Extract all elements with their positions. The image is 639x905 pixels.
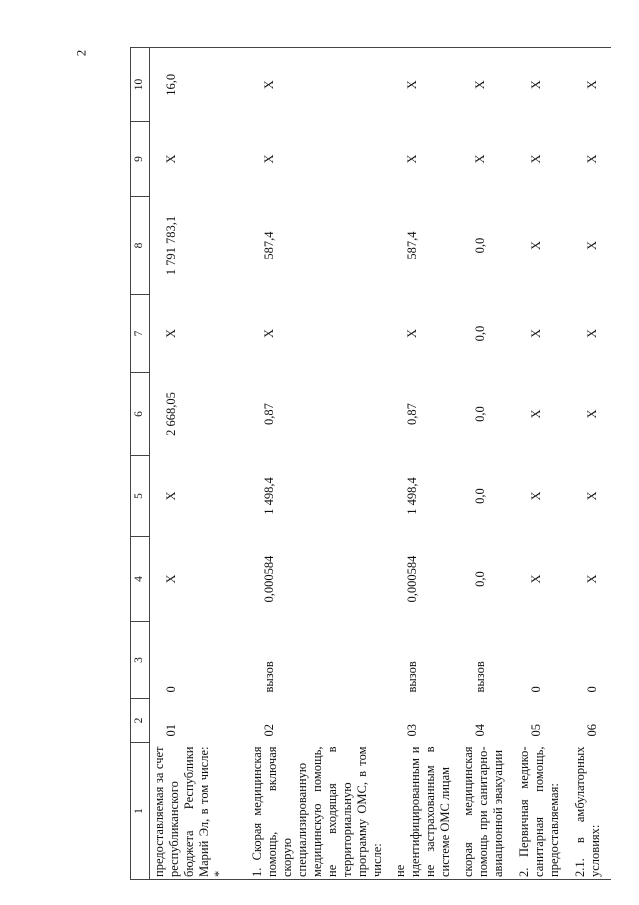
cell-col9: X bbox=[404, 154, 419, 164]
row-unit: вызов bbox=[261, 661, 276, 693]
cell-col7: X bbox=[528, 328, 543, 339]
cell-col6: 0,0 bbox=[472, 406, 487, 422]
cell-col10: X bbox=[571, 48, 611, 122]
row-description: 2. Первичная медико-санитарная помощь, предоставляемая: bbox=[515, 743, 571, 880]
cell-col5: 0,0 bbox=[472, 488, 487, 504]
cell-col10: X bbox=[248, 48, 391, 122]
table-row bbox=[459, 48, 515, 880]
row-code: 06 bbox=[584, 724, 599, 737]
row-description: предоставляемая за счет республиканского бюджета Республики Марий Эл, в том числе: * bbox=[150, 743, 248, 880]
cell-col4: X bbox=[584, 574, 599, 584]
cell-col9: X bbox=[472, 154, 487, 164]
cell-col10: X bbox=[391, 48, 459, 122]
cell-col5: 1 498,4 bbox=[261, 477, 276, 515]
column-header: 4 bbox=[131, 537, 150, 622]
cell-col10: X bbox=[459, 48, 515, 122]
cell-col5: X bbox=[164, 491, 178, 501]
column-header: 10 bbox=[131, 48, 150, 122]
budget-table bbox=[130, 47, 611, 880]
column-header: 2 bbox=[131, 699, 150, 743]
row-code: 03 bbox=[404, 724, 419, 737]
cell-col6: X bbox=[584, 409, 599, 419]
column-header: 6 bbox=[131, 373, 150, 456]
cell-col10: X bbox=[515, 48, 571, 122]
cell-col5: X bbox=[584, 491, 599, 501]
cell-col7: X bbox=[404, 328, 419, 339]
row-code: 02 bbox=[261, 724, 276, 737]
cell-col4: 0,000584 bbox=[404, 555, 419, 603]
cell-col4: X bbox=[164, 574, 178, 584]
cell-col7: X bbox=[584, 328, 599, 339]
cell-col8: 587,4 bbox=[261, 231, 276, 260]
row-description: 1. Скорая медицинская помощь, включая скорую специализированную медицинскую помощь, не входящая в территориальную программу ОМС, в том числе: bbox=[248, 743, 391, 880]
table-row bbox=[571, 48, 611, 880]
cell-col8: X bbox=[584, 240, 599, 251]
row-description: не идентифицированным и не застрахованным в системе ОМС лицам bbox=[391, 743, 459, 880]
cell-col5: X bbox=[528, 491, 543, 501]
row-unit: 0 bbox=[584, 686, 599, 693]
cell-col7: 0,0 bbox=[472, 325, 487, 342]
cell-col8: 0,0 bbox=[472, 237, 487, 254]
cell-col6: 0,87 bbox=[404, 403, 419, 425]
row-unit: 0 bbox=[164, 686, 178, 693]
row-unit: вызов bbox=[472, 661, 487, 693]
column-header: 3 bbox=[131, 622, 150, 699]
column-header: 5 bbox=[131, 456, 150, 537]
cell-col6: 2 668,05 bbox=[164, 392, 178, 436]
cell-col4: 0,000584 bbox=[261, 555, 276, 603]
cell-col9: X bbox=[261, 154, 276, 164]
row-unit: вызов bbox=[404, 661, 419, 693]
table-row bbox=[515, 48, 571, 880]
cell-col9: X bbox=[528, 154, 543, 164]
cell-col5: 1 498,4 bbox=[404, 477, 419, 515]
cell-col10: 16,0 bbox=[150, 48, 248, 122]
row-description: 2.1. в амбулаторных условиях: bbox=[571, 743, 611, 880]
column-header: 7 bbox=[131, 295, 150, 373]
row-code: 05 bbox=[528, 724, 543, 737]
cell-col9: X bbox=[164, 154, 178, 164]
table-row bbox=[150, 48, 248, 880]
row-code: 01 bbox=[164, 724, 178, 737]
row-unit: 0 bbox=[528, 686, 543, 693]
row-code: 04 bbox=[472, 724, 487, 737]
column-header: 9 bbox=[131, 122, 150, 197]
column-header: 1 bbox=[131, 743, 150, 880]
table-row bbox=[391, 48, 459, 880]
page-number: 2 bbox=[73, 49, 89, 57]
row-description: скорая медицинская помощь при санитарно-авиационной эвакуации bbox=[459, 743, 515, 880]
cell-col8: 1 791 783,1 bbox=[164, 215, 178, 276]
table-row bbox=[248, 48, 391, 880]
cell-col8: 587,4 bbox=[404, 231, 419, 260]
cell-col7: X bbox=[261, 328, 276, 339]
cell-col8: X bbox=[528, 240, 543, 251]
cell-col6: X bbox=[528, 409, 543, 419]
column-number-row bbox=[131, 48, 150, 880]
cell-col7: X bbox=[164, 328, 178, 339]
cell-col4: X bbox=[528, 574, 543, 584]
cell-col9: X bbox=[584, 154, 599, 164]
rotated-table-frame bbox=[130, 48, 600, 880]
column-header: 8 bbox=[131, 197, 150, 295]
cell-col4: 0,0 bbox=[472, 571, 487, 587]
cell-col6: 0,87 bbox=[261, 403, 276, 425]
